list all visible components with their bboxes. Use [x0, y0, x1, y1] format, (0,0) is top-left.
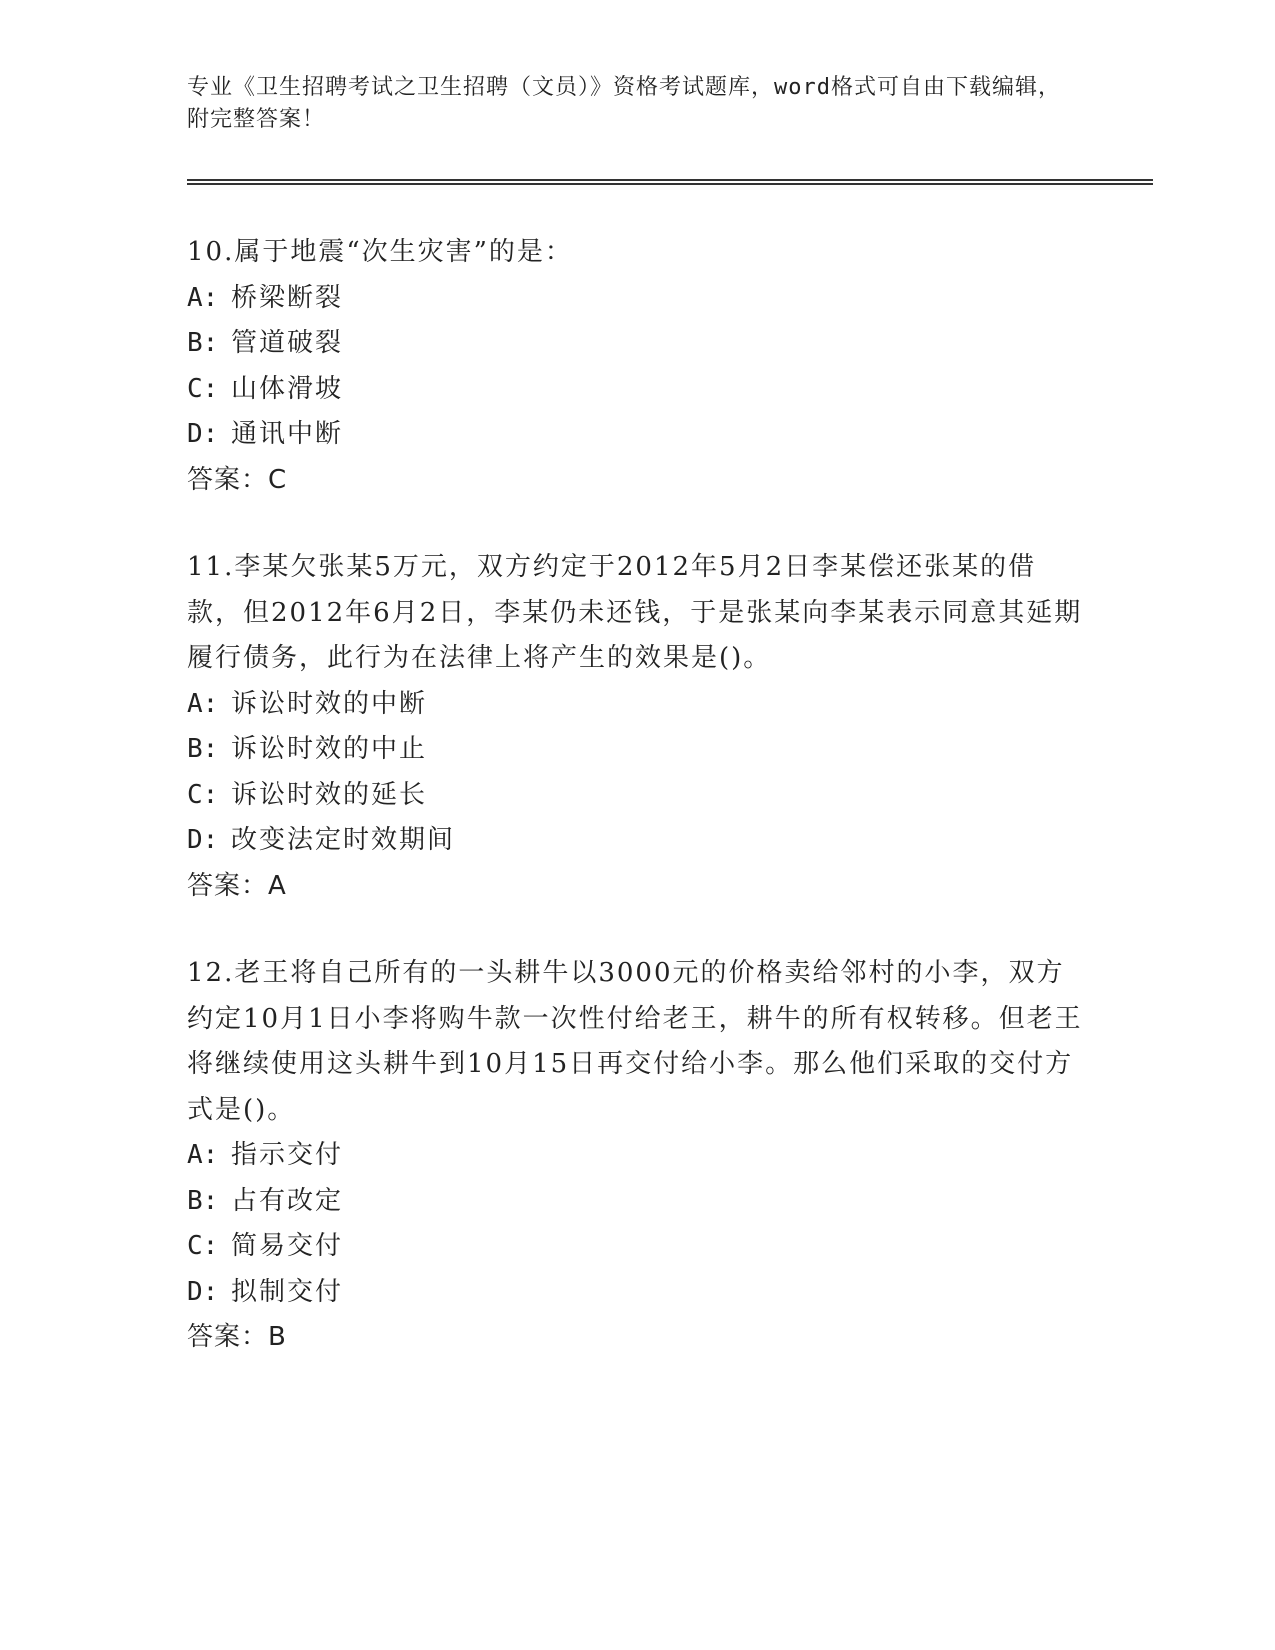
option-b [187, 727, 1087, 773]
option-key: D: [187, 825, 219, 855]
option-text: 简易交付 [231, 1231, 344, 1261]
question-stem: 11.李某欠张某5万元，双方约定于2012年5月2日李某偿还张某的借款，但2012年6月2日，李某仍未还钱，于是张某向李某表示同意其延期履行债务，此行为在法律上将产生的效果是()。 [187, 552, 1083, 673]
option-text: 山体滑坡 [231, 373, 344, 404]
option-key: B: [187, 1185, 219, 1216]
question-list [187, 230, 1087, 1403]
option-text: 诉讼时效的中止 [231, 734, 428, 764]
option-text: 占有改定 [231, 1185, 344, 1216]
option-text: 指示交付 [231, 1140, 344, 1170]
option-text: 诉讼时效的中断 [231, 688, 428, 719]
option-a [187, 276, 1087, 322]
option-text: 通讯中断 [231, 419, 344, 449]
option-a [187, 682, 1087, 728]
header-divider [187, 179, 1153, 185]
option-c [187, 367, 1087, 413]
option-key: D: [187, 419, 219, 449]
option-key: B: [187, 734, 219, 764]
document-header: 专业《卫生招聘考试之卫生招聘（文员）》资格考试题库，word格式可自由下载编辑，附完整答案！ [187, 75, 1061, 132]
option-key: A: [187, 282, 219, 313]
option-d [187, 412, 1087, 458]
option-text: 拟制交付 [231, 1276, 344, 1307]
question-stem: 12.老王将自己所有的一头耕牛以3000元的价格卖给邻村的小李，双方约定10月1日小李将购牛款一次性付给老王，耕牛的所有权转移。但老王将继续使用这头耕牛到10月15日再交付给小李。那么他们采取的交付方式是()。 [187, 958, 1083, 1125]
option-text: 桥梁断裂 [231, 282, 344, 313]
option-key: C: [187, 373, 219, 404]
option-b [187, 1179, 1087, 1225]
option-d [187, 818, 1087, 864]
answer-line: 答案：A [187, 870, 287, 901]
option-c [187, 1224, 1087, 1270]
question-stem: 10.属于地震“次生灾害”的是： [187, 237, 573, 267]
option-key: A: [187, 1140, 219, 1170]
option-text: 诉讼时效的延长 [231, 779, 428, 810]
option-key: C: [187, 1231, 219, 1261]
option-text: 管道破裂 [231, 328, 344, 358]
question-12 [187, 951, 1087, 1361]
answer-line: 答案：B [187, 1322, 287, 1352]
option-a [187, 1133, 1087, 1179]
option-b [187, 321, 1087, 367]
question-11 [187, 545, 1087, 909]
answer-line: 答案：C [187, 464, 288, 495]
option-key: C: [187, 779, 219, 810]
question-10 [187, 230, 1087, 503]
option-text: 改变法定时效期间 [231, 825, 456, 855]
option-key: A: [187, 688, 219, 719]
option-d [187, 1270, 1087, 1316]
option-key: B: [187, 328, 219, 358]
option-c [187, 773, 1087, 819]
option-key: D: [187, 1276, 219, 1307]
